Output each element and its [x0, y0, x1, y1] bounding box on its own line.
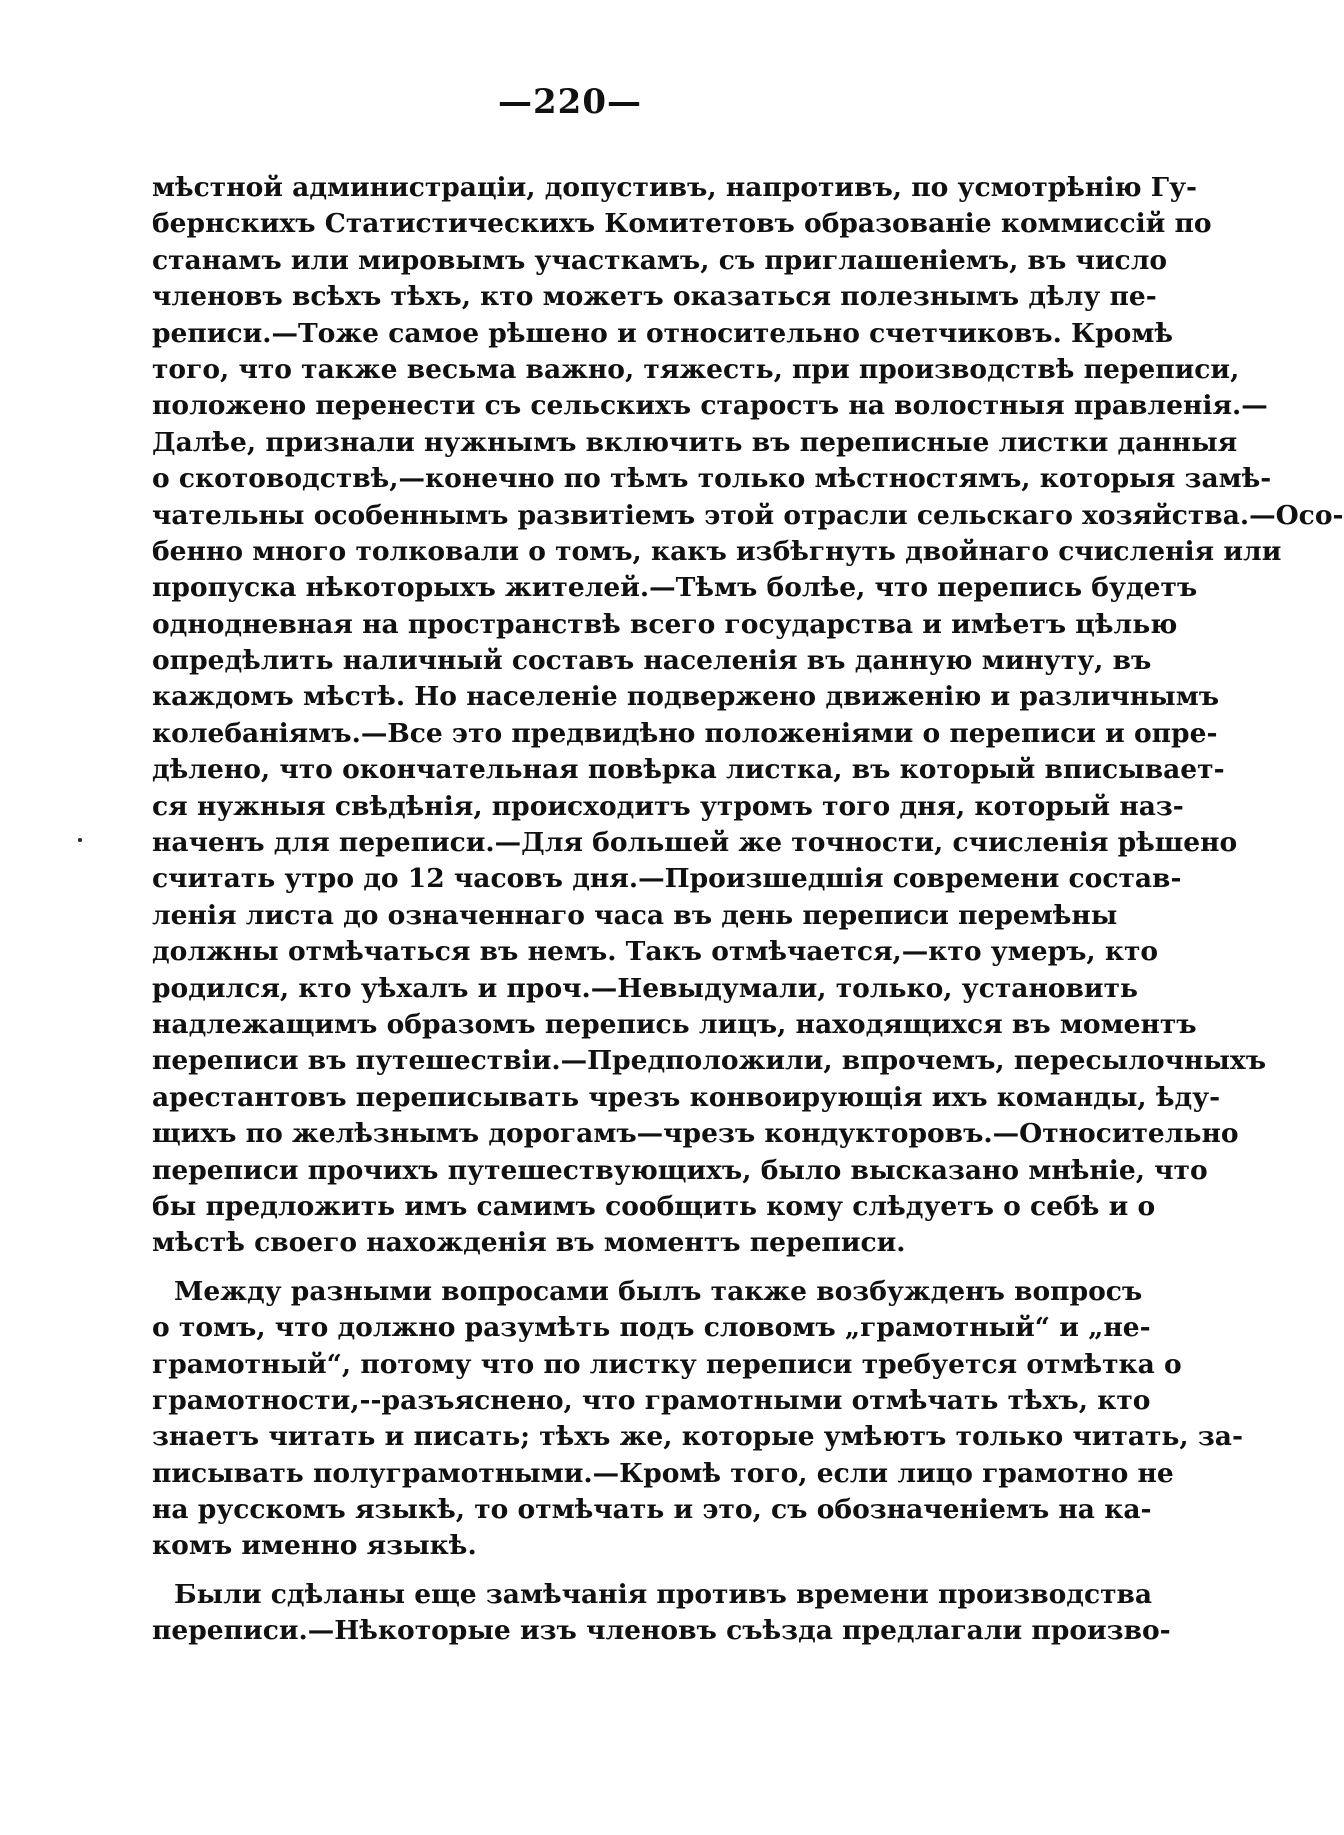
text-line: однодневная на пространствѣ всего государства и имѣетъ цѣлью: [152, 608, 1178, 640]
text-line: грамотный“, потому что по листку переписи требуется отмѣтка о: [152, 1348, 1182, 1380]
text-line: положено перенести съ сельскихъ старостъ на волостныя правленія.—: [152, 390, 1268, 422]
text-line: Далѣе, признали нужнымъ включить въ переписные листки данныя: [152, 426, 1238, 458]
text-line: на русскомъ языкѣ, то отмѣчать и это, съ обозначеніемъ на ка-: [152, 1494, 1152, 1526]
text-line: бернскихъ Статистическихъ Комитетовъ образованіе коммиссій по: [152, 208, 1212, 240]
text-line: пропуска нѣкоторыхъ жителей.—Тѣмъ болѣе, что перепись будетъ: [152, 572, 1198, 604]
paragraph-gap: [152, 1565, 1080, 1577]
text-line: наченъ для переписи.—Для большей же точности, счисленія рѣшено: [152, 827, 1238, 859]
text-line: станамъ или мировымъ участкамъ, съ приглашеніемъ, въ число: [152, 244, 1168, 276]
text-line: бы предложить имъ самимъ сообщить кому слѣдуетъ о себѣ и о: [152, 1190, 1156, 1222]
text-line: мѣстной администраціи, допустивъ, напротивъ, по усмотрѣнію Гу-: [152, 172, 1198, 203]
text-line: колебаніямъ.—Все это предвидѣно положеніями о переписи и опре-: [152, 717, 1218, 749]
text-line: должны отмѣчаться въ немъ. Такъ отмѣчается,—кто умеръ, кто: [152, 936, 1159, 968]
text-line: переписи прочихъ путешествующихъ, было высказано мнѣніе, что: [152, 1154, 1208, 1186]
text-line: арестантовъ переписывать чрезъ конвоирующія ихъ команды, ѣду-: [152, 1081, 1221, 1113]
text-line: переписи въ путешествіи.—Предположили, впрочемъ, пересылочныхъ: [152, 1045, 1267, 1077]
text-line: того, что также весьма важно, тяжесть, при производствѣ переписи,: [152, 353, 1240, 385]
text-line: комъ именно языкѣ.: [152, 1530, 477, 1562]
text-line: Между разными вопросами былъ также возбужденъ вопросъ: [174, 1275, 1143, 1307]
text-line: ся нужныя свѣдѣнія, происходитъ утромъ того дня, который наз-: [152, 790, 1184, 822]
text-line: членовъ всѣхъ тѣхъ, кто можетъ оказаться полезнымъ дѣлу пе-: [152, 281, 1157, 313]
text-line: опредѣлить наличный составъ населенія въ данную минуту, въ: [152, 645, 1152, 677]
text-line: бенно много толковали о томъ, какъ избѣгнуть двойнаго счисленія или: [152, 535, 1282, 567]
text-line: знаетъ читать и писать; тѣхъ же, которые умѣютъ только читать, за-: [152, 1421, 1243, 1453]
text-line: чательны особеннымъ развитіемъ этой отрасли сельскаго хозяйства.—Осо-: [152, 499, 1344, 531]
text-line: грамотности,--разъяснено, что грамотными отмѣчать тѣхъ, кто: [152, 1384, 1151, 1416]
paragraph: [152, 1577, 1171, 1650]
margin-speck: [78, 838, 82, 842]
text-line: каждомъ мѣстѣ. Но населеніе подвержено движенію и различнымъ: [152, 681, 1220, 713]
body-text: [152, 170, 1344, 1650]
page-number: —220—: [498, 82, 642, 122]
text-line: переписи.—Нѣкоторые изъ членовъ съѣзда предлагали произво-: [152, 1615, 1171, 1647]
text-line: надлежащимъ образомъ перепись лицъ, находящихся въ моментъ: [152, 1008, 1197, 1040]
paragraph: [152, 170, 1344, 1262]
text-line: о скотоводствѣ,—конечно по тѣмъ только мѣстностямъ, которыя замѣ-: [152, 463, 1272, 495]
text-line: о томъ, что должно разумѣть подъ словомъ „грамотный“ и „не-: [152, 1312, 1151, 1344]
paragraph-gap: [152, 1262, 1080, 1274]
text-line: дѣлено, что окончательная повѣрка листка, въ который вписывает-: [152, 754, 1225, 786]
text-line: мѣстѣ своего нахожденія въ моментъ переписи.: [152, 1227, 906, 1259]
text-line: реписи.—Тоже самое рѣшено и относительно счетчиковъ. Кромѣ: [152, 317, 1174, 349]
text-line: считать утро до 12 часовъ дня.—Произшедшія современи состав-: [152, 863, 1182, 895]
text-line: ленія листа до означеннаго часа въ день переписи перемѣны: [152, 899, 1118, 931]
text-line: щихъ по желѣзнымъ дорогамъ—чрезъ кондукторовъ.—Относительно: [152, 1118, 1239, 1150]
paragraph: [152, 1274, 1243, 1565]
text-line: Были сдѣланы еще замѣчанія противъ времени производства: [174, 1578, 1153, 1610]
text-line: родился, кто уѣхалъ и проч.—Невыдумали, только, установить: [152, 972, 1138, 1004]
text-line: писывать полуграмотными.—Кромѣ того, если лицо грамотно не: [152, 1457, 1174, 1489]
